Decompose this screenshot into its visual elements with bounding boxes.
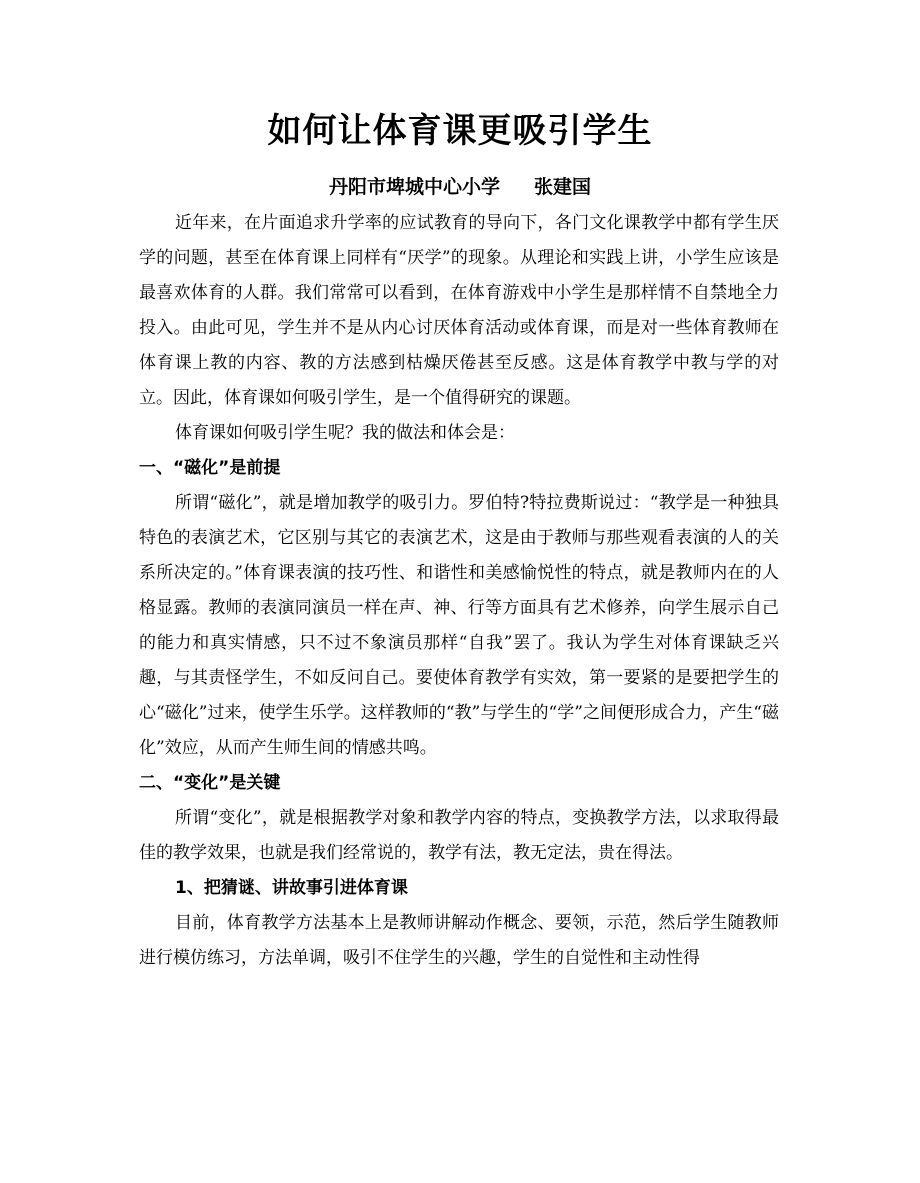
paragraph-methods: 目前，体育教学方法基本上是教师讲解动作概念、要领，示范，然后学生随教师进行模仿练习，方法单调，吸引不住学生的兴趣，学生的自觉性和主动性得 xyxy=(139,913,779,968)
paragraph-change: 所谓“变化”，就是根据教学对象和教学内容的特点，变换教学方法，以求取得最佳的教学效果，也就是我们经常说的，教学有法，教无定法，贵在得法。 xyxy=(139,808,779,863)
document-body xyxy=(139,206,779,976)
document-title: 如何让体育课更吸引学生 xyxy=(267,111,653,151)
paragraph-magnetize: 所谓“磁化”，就是增加教学的吸引力。罗伯特?特拉费斯说过：“教学是一种独具特色的表演艺术，它区别与其它的表演艺术，这是由于教师与那些观看表演的人的关系所决定的。”体育课表演的技巧性、和谐性和美感愉悦性的特点，就是教师内在的人格显露。教师的表演同演员一样在声、神、行等方面具有艺术修养，向学生展示自己的能力和真实情感，只不过不象演员那样“自我”罢了。我认为学生对体育课缺乏兴趣，与其责怪学生，不如反问自己。要使体育教学有实效，第一要紧的是要把学生的心“磁化”过来，使学生乐学。这样教师的“教”与学生的“学”之间便形成合力，产生“磁化”效应，从而产生师生间的情感共鸣。 xyxy=(139,493,779,758)
paragraph-question: 体育课如何吸引学生呢？我的做法和体会是： xyxy=(175,423,515,443)
school-name: 丹阳市埤城中心小学 xyxy=(328,176,500,198)
subsection-heading-1: 1、把猜谜、讲故事引进体育课 xyxy=(175,878,408,898)
section-heading-2: 二、“变化”是关键 xyxy=(139,773,281,793)
paragraph-intro: 近年来，在片面追求升学率的应试教育的导向下，各门文化课教学中都有学生厌学的问题，甚至在体育课上同样有“厌学”的现象。从理论和实践上讲，小学生应该是最喜欢体育的人群。我们常常可以看到，在体育游戏中小学生是那样情不自禁地全力投入。由此可见，学生并不是从内心讨厌体育活动或体育课，而是对一些体育教师在体育课上教的内容、教的方法感到枯燥厌倦甚至反感。这是体育教学中教与学的对立。因此，体育课如何吸引学生，是一个值得研究的课题。 xyxy=(139,213,779,408)
author-line xyxy=(0,172,920,202)
section-heading-1: 一、“磁化”是前提 xyxy=(139,458,281,478)
author-name: 张建国 xyxy=(534,176,592,198)
